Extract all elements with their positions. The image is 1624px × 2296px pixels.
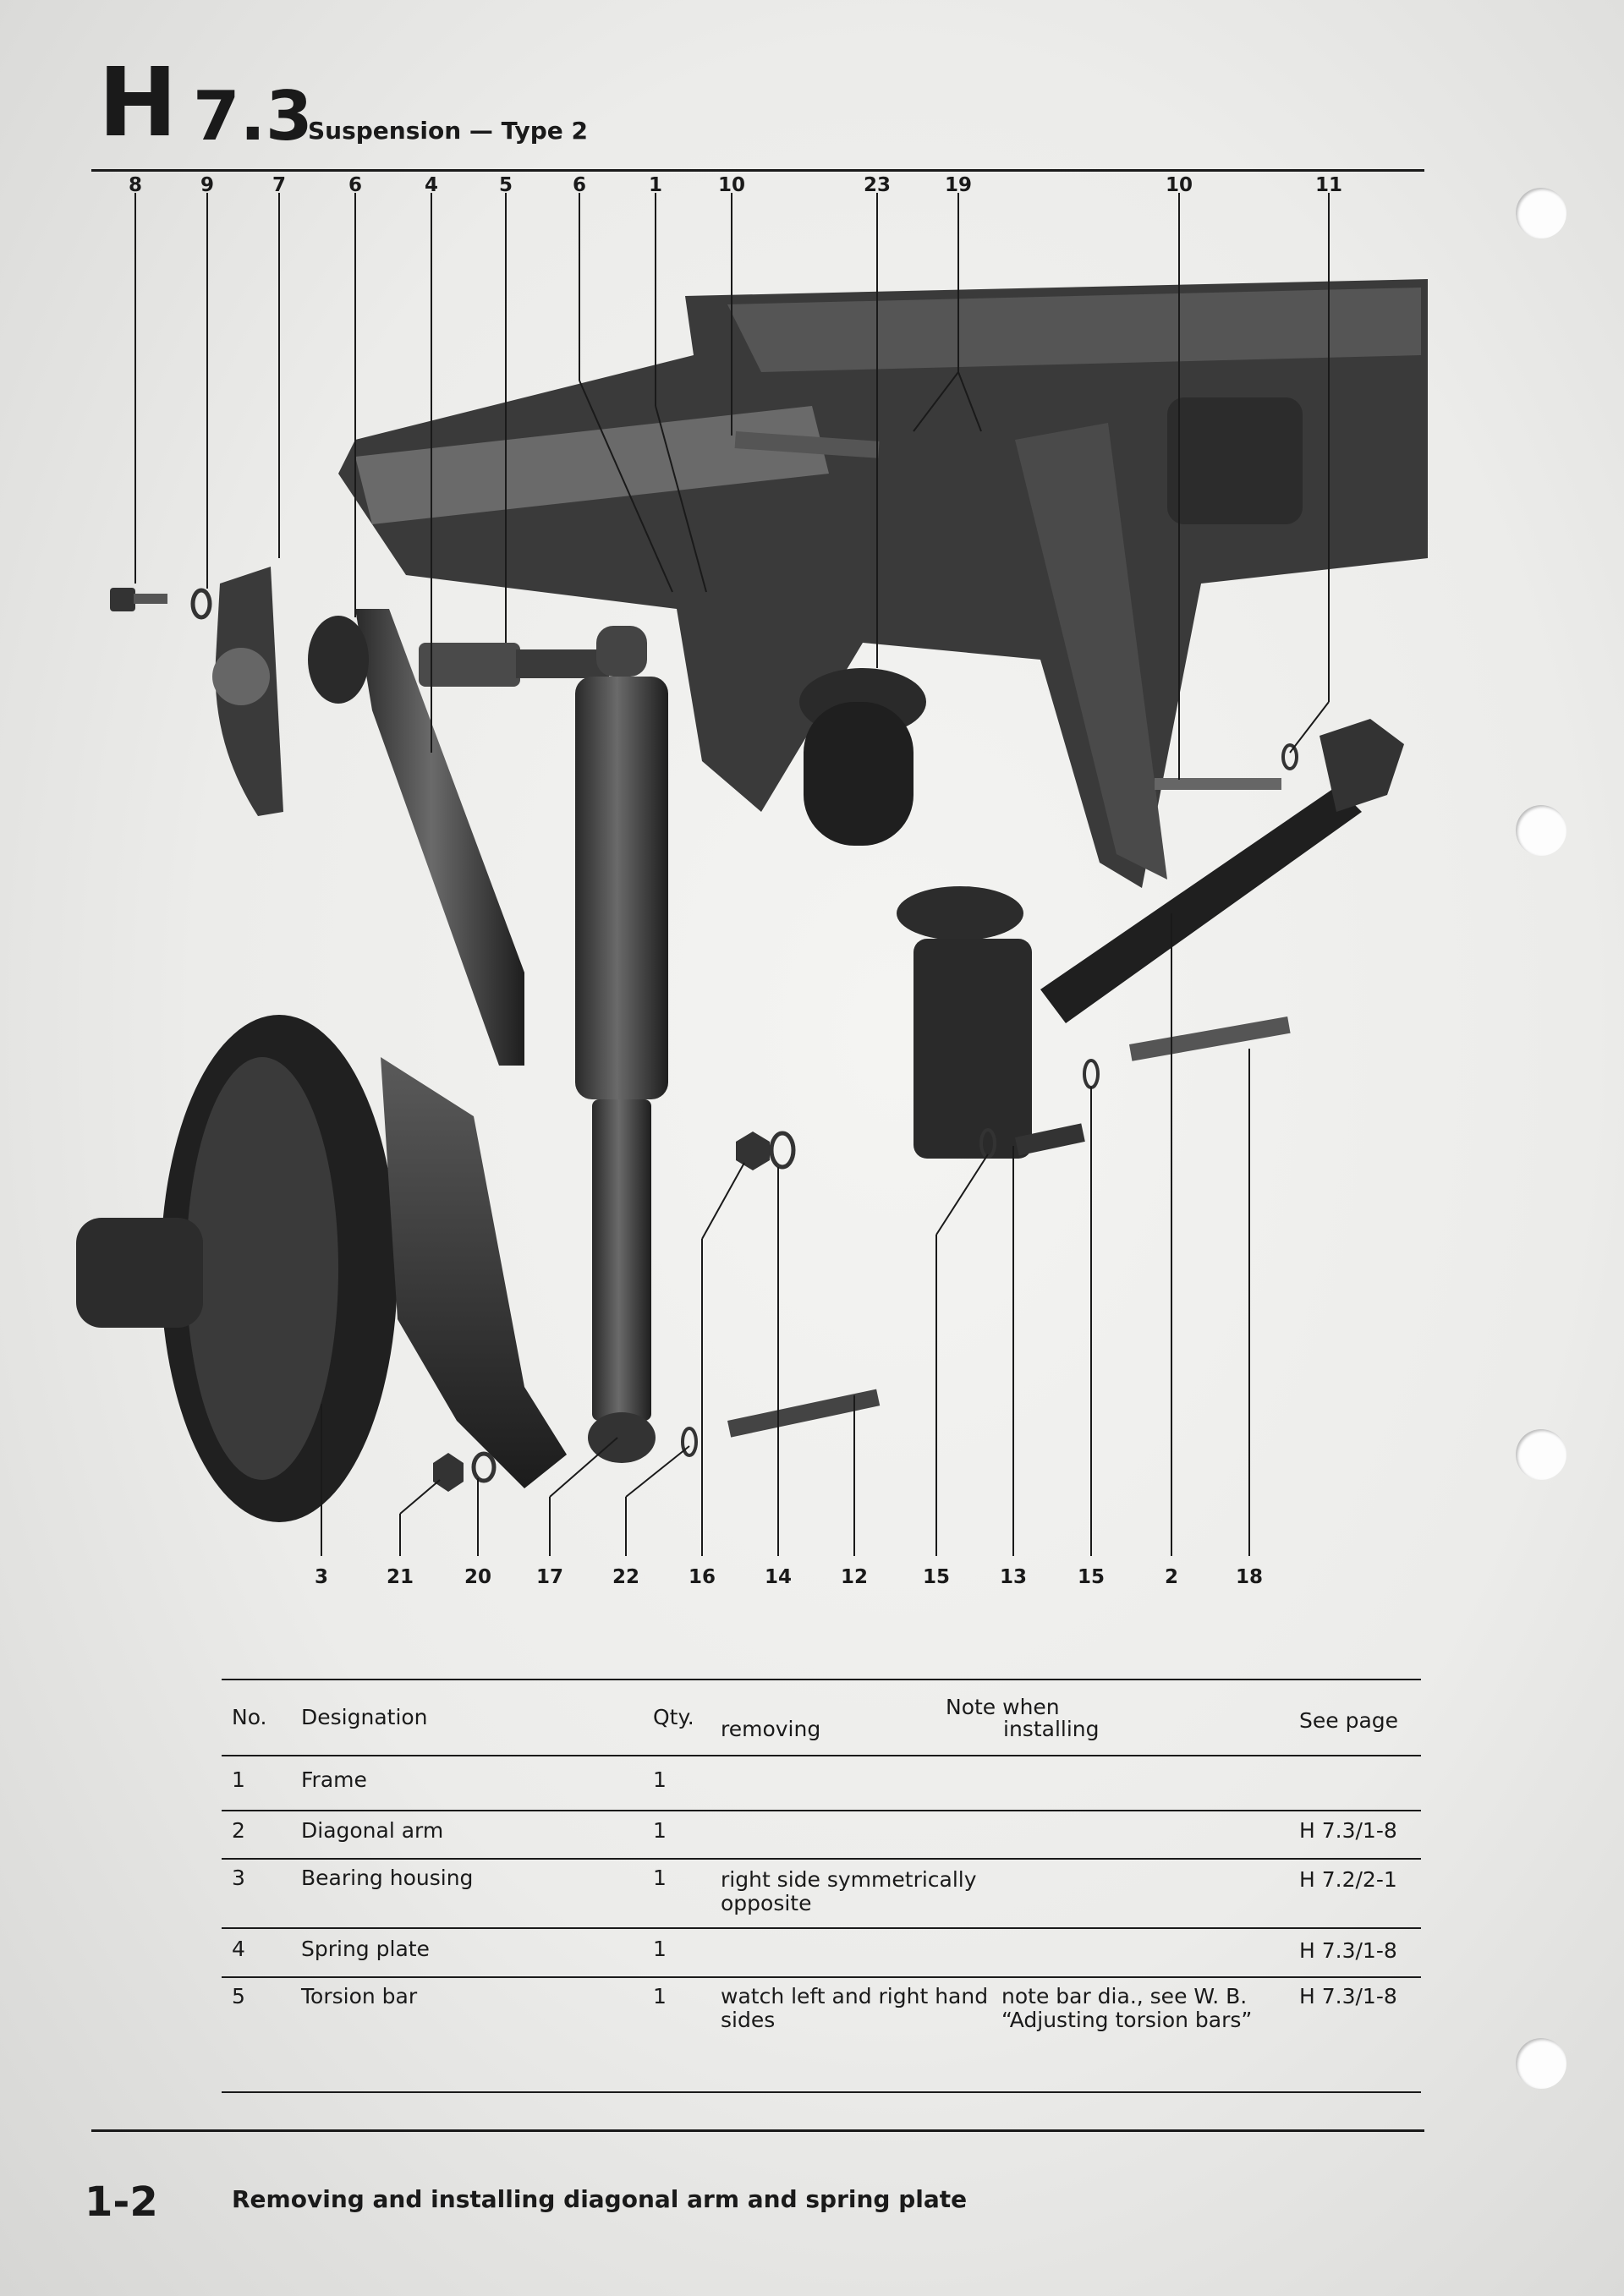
parts-table — [222, 1679, 1421, 2101]
washer-9 — [193, 590, 210, 617]
table-rule — [222, 2091, 1421, 2093]
callout-bottom-18: 18 — [1235, 1566, 1264, 1588]
row-qty: 1 — [653, 1866, 667, 1890]
washer-14 — [771, 1133, 793, 1167]
bolt-18 — [1129, 1016, 1291, 1061]
callout-top-10: 10 — [1165, 174, 1193, 196]
table-rule — [222, 1976, 1421, 1978]
row-see-page: H 7.3/1-8 — [1299, 1938, 1397, 1963]
row-no: 2 — [232, 1818, 245, 1843]
row-removing: right side symmetrically opposite — [721, 1867, 977, 1915]
col-header-designation: Designation — [301, 1705, 428, 1729]
section-number: 7.3 — [193, 77, 313, 156]
callout-bottom-17: 17 — [535, 1566, 564, 1588]
top-callouts — [129, 174, 1342, 196]
page-number: 1-2 — [85, 2178, 158, 2226]
bolt-8 — [110, 588, 167, 611]
table-rule — [222, 1858, 1421, 1860]
col-header-no: No. — [232, 1705, 267, 1729]
callout-top-11: 11 — [1314, 174, 1343, 196]
callout-top-6: 6 — [572, 174, 587, 196]
callout-bottom-20: 20 — [464, 1566, 492, 1588]
bump-stop-23 — [799, 668, 926, 846]
row-qty: 1 — [653, 1937, 667, 1961]
table-rule — [222, 1755, 1421, 1756]
bolt-12 — [727, 1389, 880, 1438]
row-no: 4 — [232, 1937, 245, 1961]
callout-bottom-13: 13 — [999, 1566, 1028, 1588]
row-removing: watch left and right hand sides — [721, 1984, 989, 2032]
row-designation: Diagonal arm — [301, 1818, 444, 1843]
row-no: 1 — [232, 1767, 245, 1792]
row-designation: Frame — [301, 1767, 367, 1792]
washer-11 — [1283, 745, 1297, 769]
table-rule — [222, 1679, 1421, 1680]
footer-rule — [91, 2129, 1424, 2132]
nut-16 — [736, 1132, 770, 1170]
callout-top-9: 9 — [200, 174, 215, 196]
bolt-10-right — [1155, 778, 1281, 790]
row-no: 3 — [232, 1866, 245, 1890]
col-header-see-page: See page — [1299, 1708, 1399, 1733]
row-qty: 1 — [653, 1984, 667, 2008]
callout-bottom-15: 15 — [1077, 1566, 1106, 1588]
row-no: 5 — [232, 1984, 245, 2008]
table-rule — [222, 1927, 1421, 1929]
washer-22 — [683, 1428, 696, 1455]
callout-top-6: 6 — [348, 174, 363, 196]
callout-top-23: 23 — [863, 174, 892, 196]
col-header-note-when: Note when — [946, 1695, 1060, 1719]
washer-15b — [1084, 1060, 1098, 1088]
col-header-removing: removing — [721, 1717, 821, 1741]
callout-bottom-22: 22 — [612, 1566, 640, 1588]
callout-bottom-14: 14 — [764, 1566, 793, 1588]
bottom-callouts — [315, 1566, 1263, 1588]
callout-top-4: 4 — [424, 174, 439, 196]
section-code: H — [98, 48, 176, 158]
torsion-bar-5 — [419, 643, 609, 687]
row-designation: Bearing housing — [301, 1866, 474, 1890]
nut-21 — [433, 1453, 464, 1492]
callout-bottom-2: 2 — [1164, 1566, 1179, 1588]
callout-top-10: 10 — [717, 174, 746, 196]
row-qty: 1 — [653, 1818, 667, 1843]
row-qty: 1 — [653, 1767, 667, 1792]
callout-bottom-15: 15 — [922, 1566, 951, 1588]
callout-bottom-12: 12 — [840, 1566, 869, 1588]
col-header-installing: installing — [1003, 1717, 1100, 1741]
callout-top-8: 8 — [128, 174, 143, 196]
row-installing: note bar dia., see W. B. “Adjusting torsion bars” — [1001, 1984, 1253, 2032]
footer-title: Removing and installing diagonal arm and spring plate — [232, 2185, 968, 2213]
col-header-qty: Qty. — [653, 1705, 694, 1729]
row-designation: Spring plate — [301, 1937, 430, 1961]
callout-bottom-3: 3 — [314, 1566, 329, 1588]
shock-absorber — [575, 626, 668, 1463]
callout-top-1: 1 — [648, 174, 663, 196]
row-see-page: H 7.3/1-8 — [1299, 1818, 1397, 1843]
callout-top-5: 5 — [498, 174, 513, 196]
washer-20 — [474, 1454, 494, 1481]
rubber-bushing-6 — [308, 616, 369, 704]
row-designation: Torsion bar — [301, 1984, 418, 2008]
row-see-page: H 7.2/2-1 — [1299, 1867, 1397, 1892]
callout-bottom-16: 16 — [688, 1566, 716, 1588]
callout-bottom-21: 21 — [386, 1566, 414, 1588]
callout-top-7: 7 — [272, 174, 287, 196]
page-title: Suspension — Type 2 — [308, 117, 588, 145]
row-see-page: H 7.3/1-8 — [1299, 1984, 1397, 2008]
binder-hole — [1516, 2038, 1566, 2089]
table-rule — [222, 1810, 1421, 1811]
callout-top-19: 19 — [944, 174, 973, 196]
